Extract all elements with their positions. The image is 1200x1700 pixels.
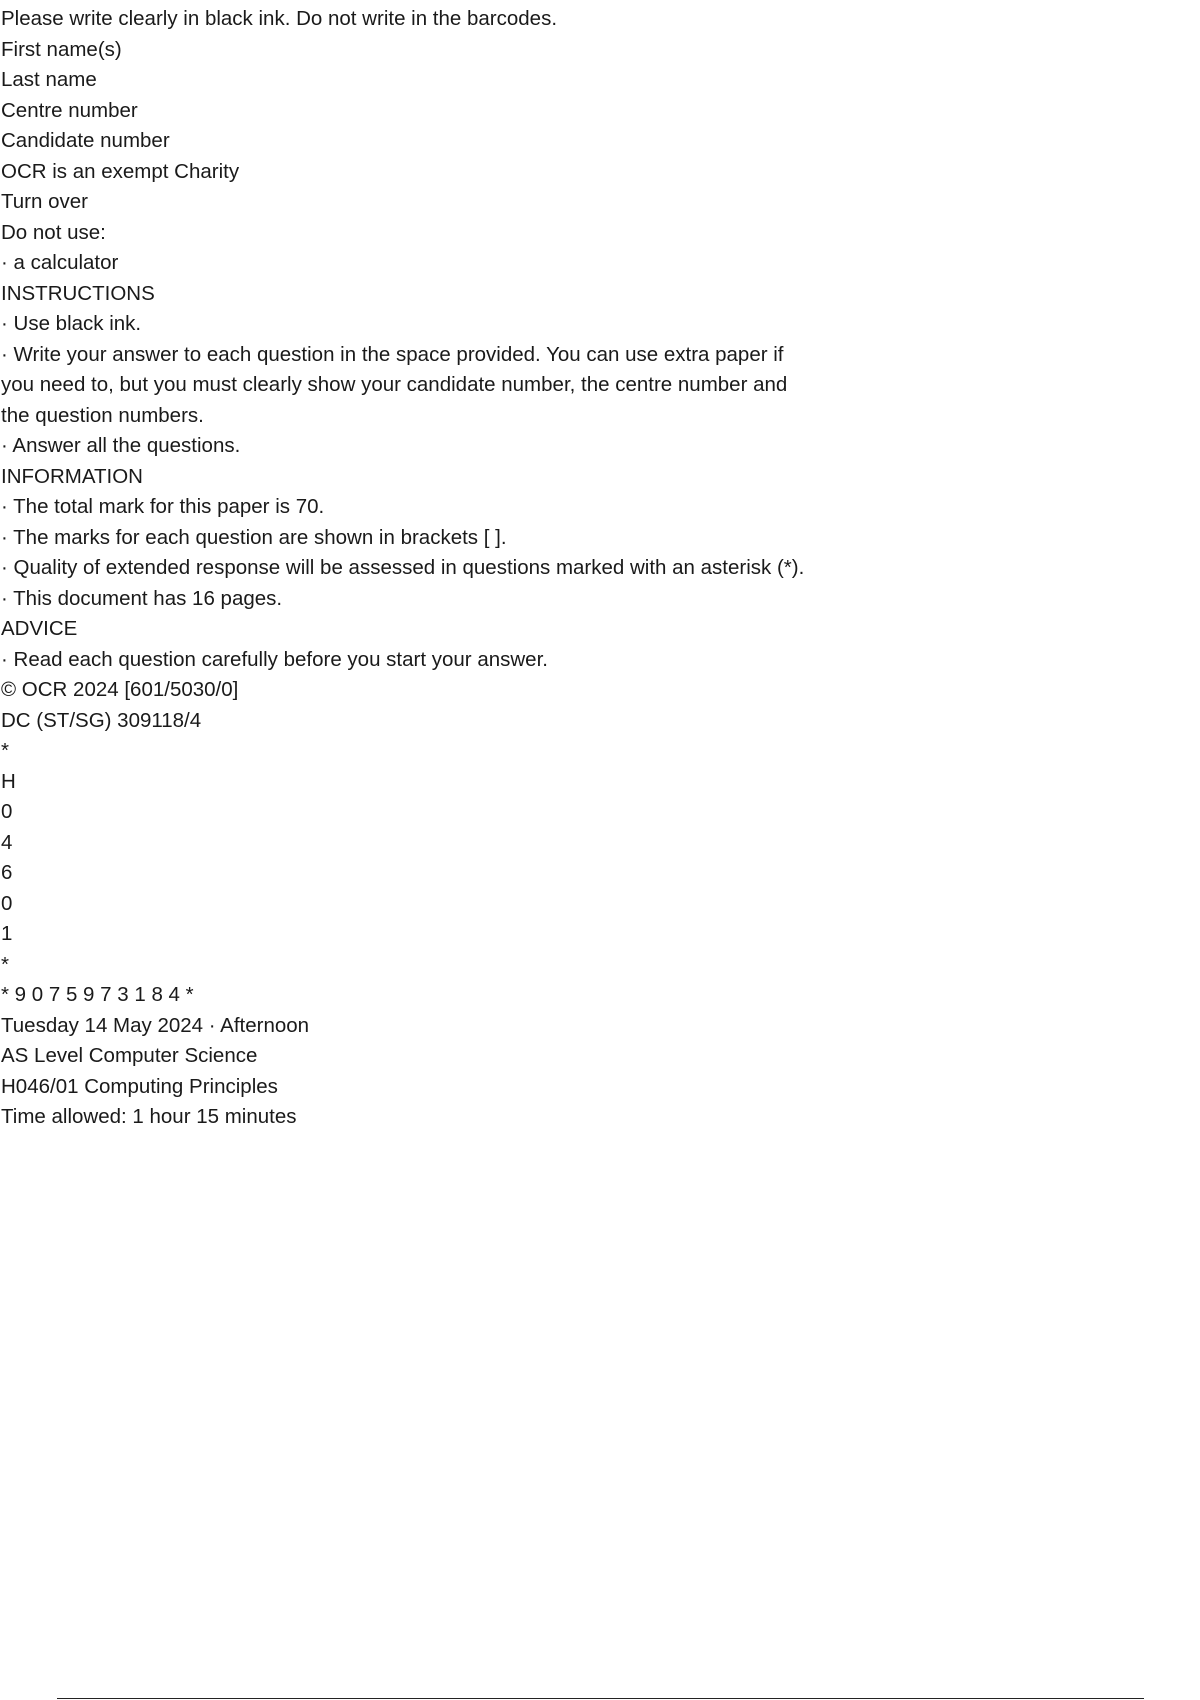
instruction-item-write-answer: · Write your answer to each question in the space provided. You can use extra paper if xyxy=(1,342,784,366)
exam-time-allowed: Time allowed: 1 hour 15 minutes xyxy=(1,1105,297,1128)
footer-rule xyxy=(57,1698,1144,1699)
information-item-marks-brackets: · The marks for each question are shown in brackets [ ]. xyxy=(1,525,507,549)
barcode-char: 4 xyxy=(1,830,13,854)
do-not-use-heading: Do not use: xyxy=(1,220,106,244)
instruction-item-write-answer-cont: you need to, but you must clearly show your candidate number, the centre number and xyxy=(1,373,788,396)
information-item-total-mark: · The total mark for this paper is 70. xyxy=(1,495,325,518)
document-code: DC (ST/SG) 309118/4 xyxy=(1,708,202,732)
advice-item-read-carefully: · Read each question carefully before you start your answer. xyxy=(1,647,548,671)
text-block xyxy=(1,4,1181,1133)
information-item-quality: · Quality of extended response will be assessed in questions marked with an asterisk (*). xyxy=(1,556,805,579)
exam-date: Tuesday 14 May 2024 · Afternoon xyxy=(1,1013,310,1037)
barcode-char: H xyxy=(1,769,16,793)
label-first-names: First name(s) xyxy=(1,37,122,61)
turn-over-text: Turn over xyxy=(1,190,88,213)
exam-paper-title: H046/01 Computing Principles xyxy=(1,1074,278,1098)
instruction-item-answer-all: · Answer all the questions. xyxy=(1,434,241,457)
information-heading: INFORMATION xyxy=(1,464,143,488)
barcode-char: 6 xyxy=(1,861,13,884)
label-candidate-number: Candidate number xyxy=(1,129,170,152)
barcode-char: 0 xyxy=(1,891,13,915)
instruction-item-write-answer-end: the question numbers. xyxy=(1,403,204,427)
instruction-write-clearly: Please write clearly in black ink. Do not write in the barcodes. xyxy=(1,7,558,30)
advice-heading: ADVICE xyxy=(1,617,78,640)
barcode-char: * xyxy=(1,739,9,762)
charity-notice: OCR is an exempt Charity xyxy=(1,159,240,183)
barcode-number: * 9 0 7 5 9 7 3 1 8 4 * xyxy=(1,983,194,1006)
barcode-char: * xyxy=(1,952,9,976)
instruction-item-black-ink: · Use black ink. xyxy=(1,312,142,335)
instructions-heading: INSTRUCTIONS xyxy=(1,281,155,305)
label-last-name: Last name xyxy=(1,68,97,91)
barcode-char: 1 xyxy=(1,922,13,945)
do-not-use-item-calculator: · a calculator xyxy=(1,251,119,274)
information-item-page-count: · This document has 16 pages. xyxy=(1,586,283,610)
copyright-text: © OCR 2024 [601/5030/0] xyxy=(1,678,239,701)
exam-qualification: AS Level Computer Science xyxy=(1,1044,258,1067)
barcode-char: 0 xyxy=(1,800,13,823)
label-centre-number: Centre number xyxy=(1,98,138,122)
